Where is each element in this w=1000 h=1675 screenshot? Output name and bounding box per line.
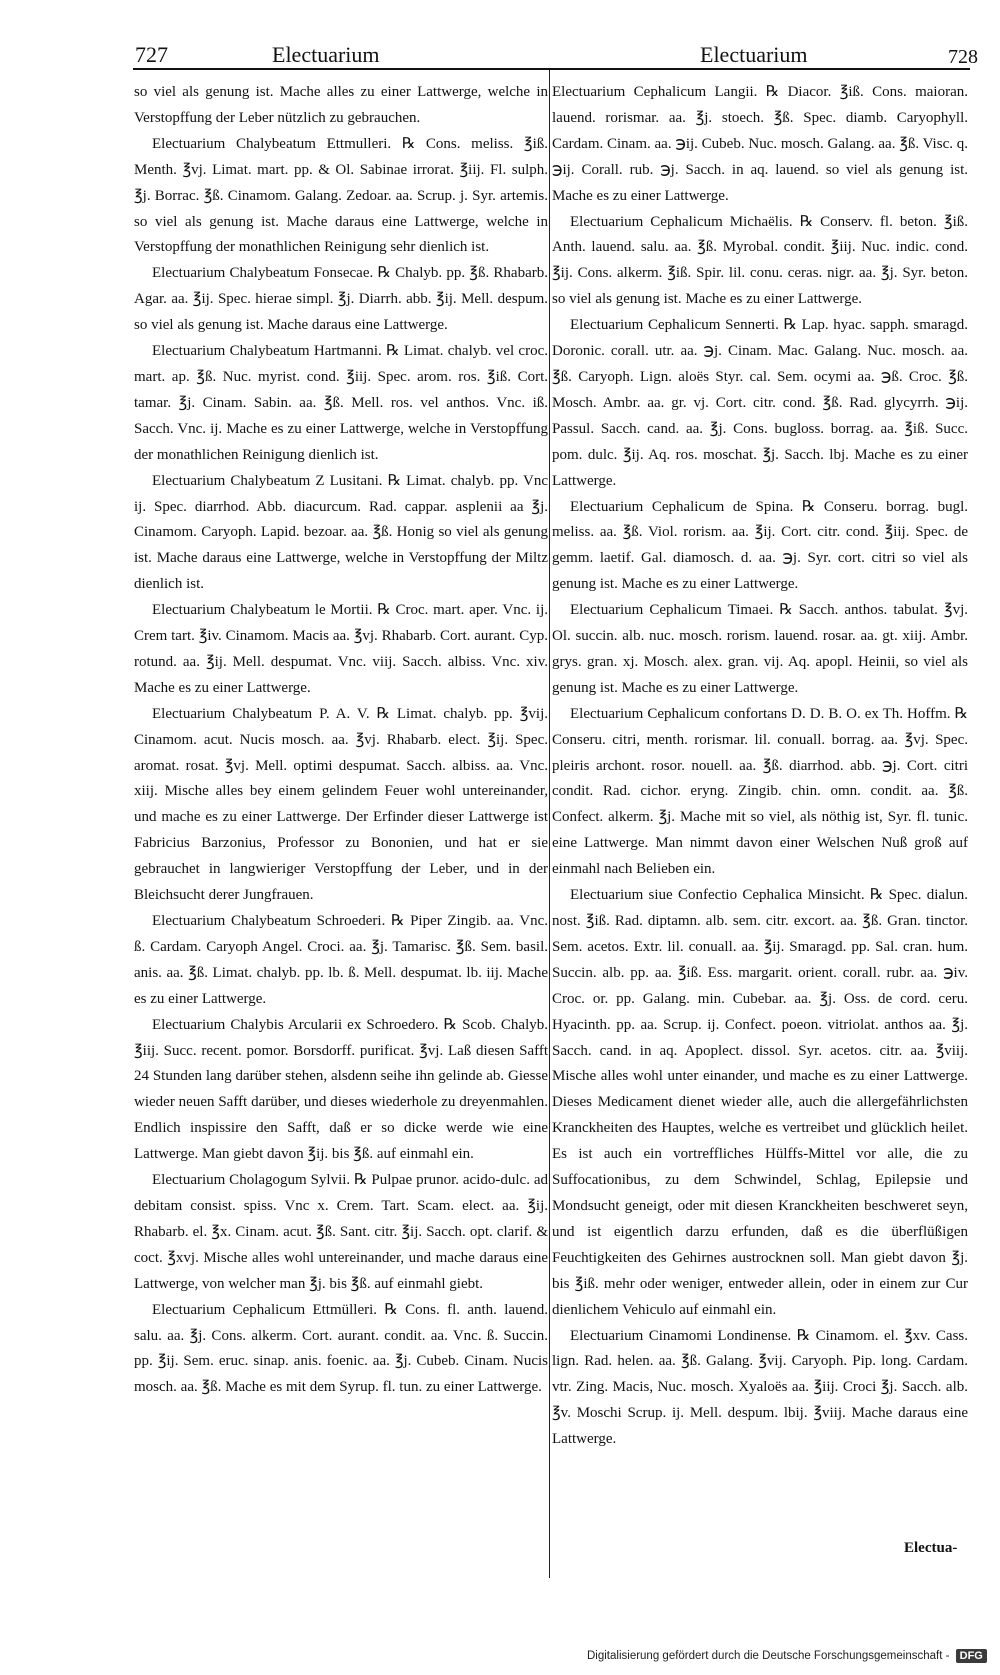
catchword: Electua- bbox=[904, 1540, 958, 1556]
paragraph: Electuarium Cephalicum Langii. ℞ Diacor. ℥iß. Cons. maioran. lauend. rorismar. aa. ℥j. stoech. ℥ß. Spec. diamb. Caryophyll. Cardam. Cinam. aa. ℈ij. Cubeb. Nuc. mosch. Galang. aa. ℥ß. Visc. q. ℈ij. Corall. rub. ℈j. Sacch. in aq. lauend. so viel als genung ist. Mache es zu einer Lattwerge. bbox=[552, 84, 968, 204]
header-rule bbox=[133, 68, 970, 70]
paragraph: Electuarium Chalybeatum P. A. V. ℞ Limat. chalyb. pp. ℥vij. Cinamom. acut. Nucis mosch. aa. ℥vj. Rhabarb. elect. ℥ij. Spec. aromat. rosat. ℥vj. Mell. optimi despumat. Sacch. albiss. aa. Vnc. xiij. Mische alles bey einem gelindem Feuer wohl untereinander, und mache es zu einer Lattwerge. Der Erfinder dieser Lattwerge ist Fabricius Barzonius, Professor zu Bononien, und hat er sie gebrauchet in langwieriger Verstopffung der Leber, und in der Bleichsucht derer Jungfrauen. bbox=[134, 705, 548, 904]
paragraph: Electuarium Cephalicum Michaëlis. ℞ Conserv. fl. beton. ℥iß. Anth. lauend. salu. aa. ℥ß. Myrobal. condit. ℥iij. Nuc. indic. cond. ℥ij. Cons. alkerm. ℥iß. Spir. lil. conu. ceras. nigr. aa. ℥j. Syr. beton. so viel als genung ist. Mache es zu einer Lattwerge. bbox=[552, 213, 968, 308]
left-page-number: 727 bbox=[135, 42, 168, 67]
paragraph: Electuarium Chalybeatum Fonsecae. ℞ Chalyb. pp. ℥ß. Rhabarb. Agar. aa. ℥ij. Spec. hierae simpl. ℥j. Diarrh. abb. ℥ij. Mell. despum. so viel als genung ist. Mache daraus eine Lattwerge. bbox=[134, 265, 548, 334]
right-text-column bbox=[552, 80, 968, 1453]
column-divider bbox=[549, 70, 550, 1578]
paragraph: Electuarium Chalybeatum Schroederi. ℞ Piper Zingib. aa. Vnc. ß. Cardam. Caryoph Angel. Croci. aa. ℥j. Tamarisc. ℥ß. Sem. basil. anis. aa. ℥ß. Limat. chalyb. pp. lb. ß. Mell. despumat. lb. iij. Mache es zu einer Lattwerge. bbox=[134, 913, 548, 1007]
paragraph: Electuarium Chalybis Arcularii ex Schroedero. ℞ Scob. Chalyb. ℥iij. Succ. recent. pomor. Borsdorff. purificat. ℥vj. Laß diesen Safft 24 Stunden lang darüber stehen, alsdenn seihe ihn gelinde ab. Giesse wieder neuen Safft darüber, und dieses wiederhole zu dreyenmahlen. Endlich inspissire den Safft, daß er so dicke werde wie eine Lattwerge. Man giebt davon ℥ij. bis ℥ß. auf einmahl ein. bbox=[134, 1016, 548, 1163]
paragraph: Electuarium Cephalicum de Spina. ℞ Conseru. borrag. bugl. meliss. aa. ℥ß. Viol. rorism. aa. ℥ij. Cort. citr. cond. ℥iij. Spec. de gemm. laetif. Gal. diamosch. d. aa. ℈j. Syr. cort. citri so viel als genung ist. Mache es zu einer Lattwerge. bbox=[552, 498, 968, 593]
paragraph: Electuarium Chalybeatum le Mortii. ℞ Croc. mart. aper. Vnc. ij. Crem tart. ℥iv. Cinamom. Macis aa. ℥vj. Rhabarb. Cort. aurant. Cyp. rotund. aa. ℥ij. Mell. despumat. Vnc. viij. Sacch. albiss. Vnc. xiv. Mache es zu einer Lattwerge. bbox=[134, 602, 548, 696]
paragraph: Electuarium Chalybeatum Z Lusitani. ℞ Limat. chalyb. pp. Vnc ij. Spec. diarrhod. Abb. diacurcum. Rad. cappar. asplenii aa ℥j. Cinamom. Caryoph. Lapid. bezoar. aa. ℥ß. Honig so viel als genung ist. Mache daraus eine Lattwerge, welche in Verstopffung der Miltz dienlich ist. bbox=[134, 472, 548, 593]
dfg-logo: DFG bbox=[956, 1649, 987, 1663]
paragraph: Electuarium Cephalicum confortans D. D. B. O. ex Th. Hoffm. ℞ Conseru. citri, menth. rorismar. lil. conuall. borrag. aa. ℥vj. Spec. pleiris archont. rosor. nouell. aa. ℥ß. diarrhod. abb. ℈j. Cort. citri condit. Rad. cichor. eryng. Zingib. chin. omn. condit. aa. ℥ß. Confect. alkerm. ℥j. Mache mit so viel, als nöthig ist, Syr. fl. tunic. eine Lattwerge. Man nimmt davon einer Welschen Nuß groß auf einmahl nach Belieben ein. bbox=[552, 705, 968, 878]
paragraph: so viel als genung ist. Mache alles zu einer Lattwerge, welche in Verstopffung der Leber nützlich zu gebrauchen. bbox=[134, 84, 548, 126]
footer-text: Digitalisierung gefördert durch die Deutsche Forschungsgemeinschaft - bbox=[587, 1650, 950, 1662]
left-text-column bbox=[134, 80, 548, 1401]
digitization-footer bbox=[587, 1649, 987, 1663]
paragraph: Electuarium Cephalicum Timaei. ℞ Sacch. anthos. tabulat. ℥vj. Ol. succin. alb. nuc. mosch. rorism. lauend. rosar. aa. gt. xiij. Ambr. grys. gran. xj. Mosch. alex. gran. vij. Aq. apopl. Heinii, so viel als genung ist. Mache es zu einer Lattwerge. bbox=[552, 602, 968, 696]
paragraph: Electuarium Cephalicum Sennerti. ℞ Lap. hyac. sapph. smaragd. Doronic. corall. utr. aa. ℈j. Cinam. Mac. Galang. Nuc. mosch. aa. ℥ß. Caryoph. Lign. aloës Styr. cal. Sem. ocymi aa. ℈ß. Croc. ℥ß. Mosch. Ambr. aa. gr. vj. Cort. citr. cond. ℥ß. Rad. glycyrrh. ℈ij. Passul. Sacch. cand. aa. ℥j. Cons. bugloss. borrag. aa. ℥iß. Succ. pom. dulc. ℥ij. Aq. ros. moschat. ℥j. Sacch. lbj. Mache es zu einer Lattwerge. bbox=[552, 317, 968, 489]
paragraph: Electuarium siue Confectio Cephalica Minsicht. ℞ Spec. dialun. nost. ℥iß. Rad. diptamn. alb. sem. citr. excort. aa. ℥ß. Gran. tinctor. Sem. acetos. Extr. lil. conuall. aa. ℥ij. Smaragd. pp. Sal. cran. hum. Succin. alb. pp. aa. ℥iß. Ess. margarit. orient. corall. rubr. aa. ℈iv. Croc. or. pp. Galang. min. Cubebar. aa. ℥j. Oss. de cord. ceru. Hyacinth. pp. aa. Scrup. ij. Confect. poeon. vitriolat. anthos aa. ℥j. Sacch. cand. in aq. Apoplect. dissol. Syr. acetos. citr. aa. ℥viij. Mische alles wohl unter einander, und mache es zu einer Lattwerge. Dieses Medicament dienet wieder alle, auch die allergefährlichsten Kranckheiten des Hauptes, welche es vertreibet und glücklich heilet. Es ist auch ein vortreffliches Hülffs-Mittel vor alle, die zu Suffocationibus, zu dem Schwindel, Schlag, Epilepsie und Mondsucht geneigt, oder mit diesen Kranckheiten beschweret seyn, und ist eigentlich darzu erfunden, daß es die überflüßigen Feuchtigkeiten des Gehirnes austrocknen soll. Man giebt davon ℥j. bis ℥iß. mehr oder weniger, entweder allein, oder in einem zur Cur dienlichem Vehiculo auf einmahl ein. bbox=[552, 887, 968, 1318]
right-running-title: Electuarium bbox=[700, 42, 808, 67]
left-running-title: Electuarium bbox=[272, 42, 380, 67]
paragraph: Electuarium Cholagogum Sylvii. ℞ Pulpae prunor. acido-dulc. ad debitam consist. spiss. Vnc x. Crem. Tart. Scam. elect. aa. ℥ij. Rhabarb. el. ℥x. Cinam. acut. ℥ß. Sant. citr. ℥ij. Sacch. opt. clarif. & coct. ℥xvj. Mische alles wohl untereinander, und mache daraus eine Lattwerge, von welcher man ℥j. bis ℥ß. auf einmahl giebt. bbox=[134, 1172, 548, 1292]
right-page-number: 728 bbox=[948, 46, 978, 68]
paragraph: Electuarium Chalybeatum Hartmanni. ℞ Limat. chalyb. vel croc. mart. ap. ℥ß. Nuc. myrist. cond. ℥iij. Spec. arom. ros. ℥iß. Cort. tamar. ℥j. Cinam. Sabin. aa. ℥ß. Mell. ros. vel anthos. Vnc. iß. Sacch. Vnc. ij. Mache es zu einer Lattwerge, welche in Verstopffung der monathlichen Reinigung dienlich ist. bbox=[134, 343, 548, 463]
paragraph: Electuarium Cephalicum Ettmülleri. ℞ Cons. fl. anth. lauend. salu. aa. ℥j. Cons. alkerm. Cort. aurant. condit. aa. Vnc. ß. Succin. pp. ℥ij. Sem. eruc. sinap. anis. foenic. aa. ℥j. Cubeb. Cinam. Nucis mosch. aa. ℥ß. Mache es mit dem Syrup. fl. tun. zu einer Lattwerge. bbox=[134, 1301, 548, 1396]
paragraph: Electuarium Cinamomi Londinense. ℞ Cinamom. el. ℥xv. Cass. lign. Rad. helen. aa. ℥ß. Galang. ℥vij. Caryoph. Pip. long. Cardam. vtr. Zing. Macis, Nuc. mosch. Xyaloës aa. ℥iij. Croci ℥j. Sacch. alb. ℥v. Moschi Scrup. ij. Mell. despum. lbij. ℥viij. Mache daraus eine Lattwerge. bbox=[552, 1327, 968, 1448]
paragraph: Electuarium Chalybeatum Ettmulleri. ℞ Cons. meliss. ℥iß. Menth. ℥vj. Limat. mart. pp. & Ol. Sabinae irrorat. ℥iij. Fl. sulph. ℥j. Borrac. ℥ß. Cinamom. Galang. Zedoar. aa. Scrup. j. Syr. artemis. so viel als genung ist. Mache daraus eine Lattwerge, welche in Verstopffung der monathlichen Reinigung sehr dienlich ist. bbox=[134, 135, 548, 256]
